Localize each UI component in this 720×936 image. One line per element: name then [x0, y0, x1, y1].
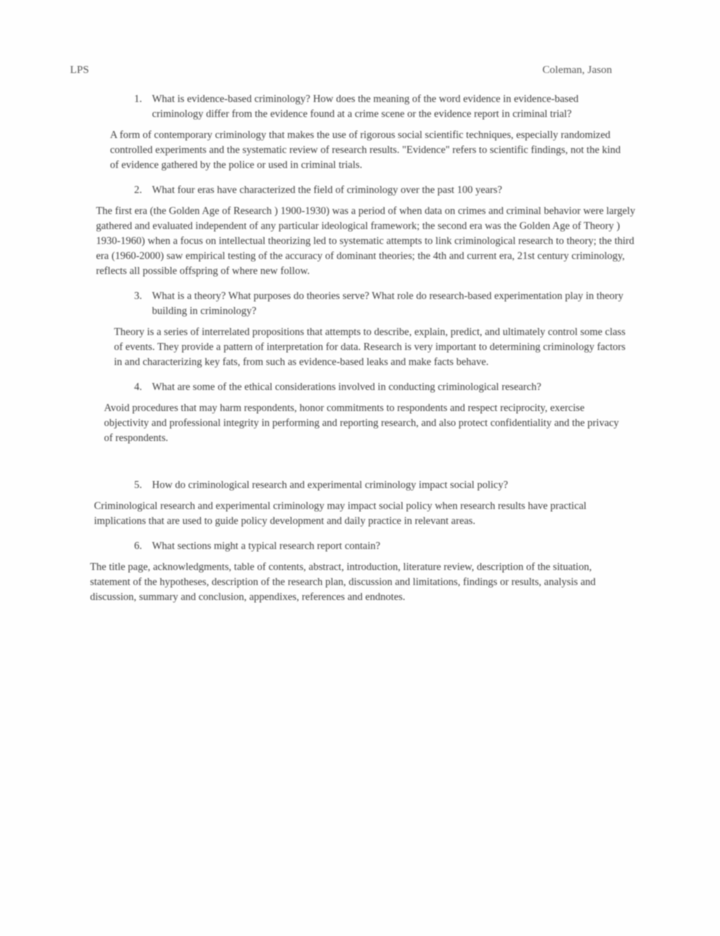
question-number: 3. [134, 291, 142, 302]
question-number: 6. [134, 541, 142, 552]
document-body [90, 92, 642, 615]
question-number: 5. [134, 480, 142, 491]
answer-1: A form of contemporary criminology that makes the use of rigorous social scientific techniques, especially randomized controlled experiments and the systematic review of research results. "Evidence" refers to scientific findings, not the kind of evidence gathered by the police or used in criminal trials. [110, 130, 621, 171]
question-text: What sections might a typical research report contain? [152, 541, 381, 552]
question-text: What is a theory? What purposes do theories serve? What role do research-based experimentation play in theory building in criminology? [152, 291, 624, 317]
question-number: 2. [134, 185, 142, 196]
question-text: What are some of the ethical considerations involved in conducting criminological research? [152, 382, 542, 393]
question-1 [128, 92, 628, 122]
question-5 [128, 478, 628, 493]
question-text: How do criminological research and experimental criminology impact social policy? [152, 480, 509, 491]
answer-6: The title page, acknowledgments, table of contents, abstract, introduction, literature review, description of the situation, statement of the hypotheses, description of the research plan, discussion and limitations, findings or results, analysis and discussion, summary and conclusion, appendixes, references and endnotes. [90, 562, 596, 603]
spacer [90, 456, 642, 478]
header-author: Coleman, Jason [542, 64, 612, 76]
question-number: 1. [134, 94, 142, 105]
question-text: What four eras have characterized the field of criminology over the past 100 years? [152, 185, 503, 196]
question-number: 4. [134, 382, 142, 393]
question-6 [128, 539, 628, 554]
answer-2: The first era (the Golden Age of Research ) 1900-1930) was a period of when data on crimes and criminal behavior were largely gathered and evaluated independent of any particular ideological framework; the second era was the Golden Age of Theory ) 1930-1960) when a focus on intellectual theorizing led to systematic attempts to link criminological research to theory; the third era (1960-2000) saw empirical testing of the accuracy of dominant theories; the 4th and current era, 21st century criminology, reflects all possible offspring of where new follow. [96, 206, 636, 277]
answer-5: Criminological research and experimental criminology may impact social policy when research results have practical implications that are used to guide policy development and daily practice in relevant areas. [94, 501, 587, 527]
question-text: What is evidence-based criminology? How does the meaning of the word evidence in evidence-based criminology differ from the evidence found at a crime scene or the evidence report in criminal trial? [152, 94, 579, 120]
answer-4: Avoid procedures that may harm respondents, honor commitments to respondents and respect reciprocity, exercise objectivity and professional integrity in performing and reporting research, and also protect confidentiality and the privacy of respondents. [104, 403, 619, 444]
header-course: LPS [70, 64, 89, 76]
page-header [70, 64, 612, 80]
question-2 [128, 183, 628, 198]
answer-3: Theory is a series of interrelated propositions that attempts to describe, explain, predict, and ultimately control some class of events. They provide a pattern of interpretation for data. Research is very important to determining criminology factors in and characterizing key fats, from such as evidence-based leaks and make facts behave. [114, 327, 626, 368]
question-3 [128, 289, 628, 319]
question-4 [128, 380, 628, 395]
